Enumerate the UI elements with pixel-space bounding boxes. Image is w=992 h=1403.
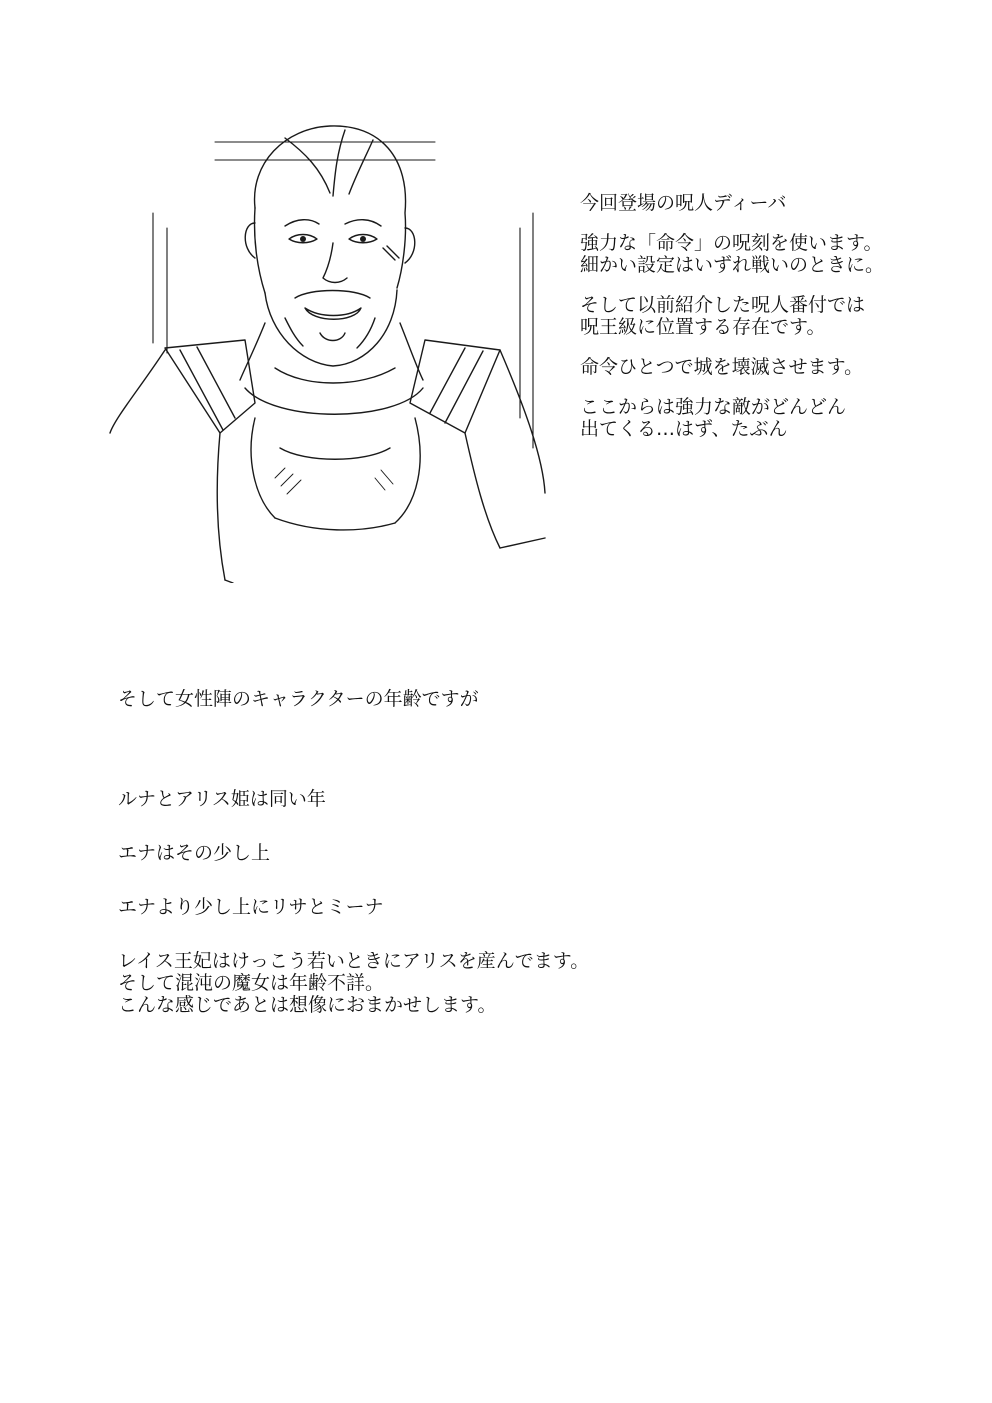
notes-paragraph xyxy=(580,192,960,214)
collar xyxy=(240,323,265,380)
ages-item: エナはその少し上 xyxy=(118,842,271,864)
notes-paragraph xyxy=(580,294,960,338)
beard xyxy=(265,290,397,366)
chest-armor xyxy=(245,388,423,414)
notes-line: 強力な「命令」の呪刻を使います。 xyxy=(580,232,883,254)
ages-closing-line: そして混沌の魔女は年齢不詳。 xyxy=(118,972,385,994)
notes-paragraph xyxy=(580,396,960,440)
notes-line: 命令ひとつで城を壊滅させます。 xyxy=(580,356,864,378)
character-ages xyxy=(118,688,918,1016)
notes-line: 出てくる…はず、たぶん xyxy=(580,418,788,440)
ages-closing xyxy=(118,950,918,1016)
ages-closing-line: レイス王妃はけっこう若いときにアリスを産んでます。 xyxy=(118,950,590,972)
ages-closing-line: こんな感じであとは想像におまかせします。 xyxy=(118,994,497,1016)
left-pauldron xyxy=(165,340,255,433)
right-pauldron xyxy=(410,340,500,433)
left-eyebrow xyxy=(285,220,319,226)
notes-line: 呪王級に位置する存在です。 xyxy=(580,316,826,338)
head-outline xyxy=(255,126,406,288)
background-lines xyxy=(153,142,533,448)
notes-line: 細かい設定はいずれ戦いのときに。 xyxy=(580,254,885,276)
notes-line: そして以前紹介した呪人番付では xyxy=(580,294,866,316)
ages-item: エナより少し上にリサとミーナ xyxy=(118,896,384,918)
right-eyebrow xyxy=(345,220,381,226)
notes-paragraph xyxy=(580,356,960,378)
notes-line: 今回登場の呪人ディーバ xyxy=(580,192,787,214)
notes-line: ここからは強力な敵がどんどん xyxy=(580,396,847,418)
notes-paragraph xyxy=(580,232,960,276)
ages-item: ルナとアリス姫は同い年 xyxy=(118,788,326,810)
character-illustration xyxy=(105,118,555,583)
character-notes xyxy=(580,192,960,458)
ages-intro: そして女性陣のキャラクターの年齢ですが xyxy=(118,688,479,710)
